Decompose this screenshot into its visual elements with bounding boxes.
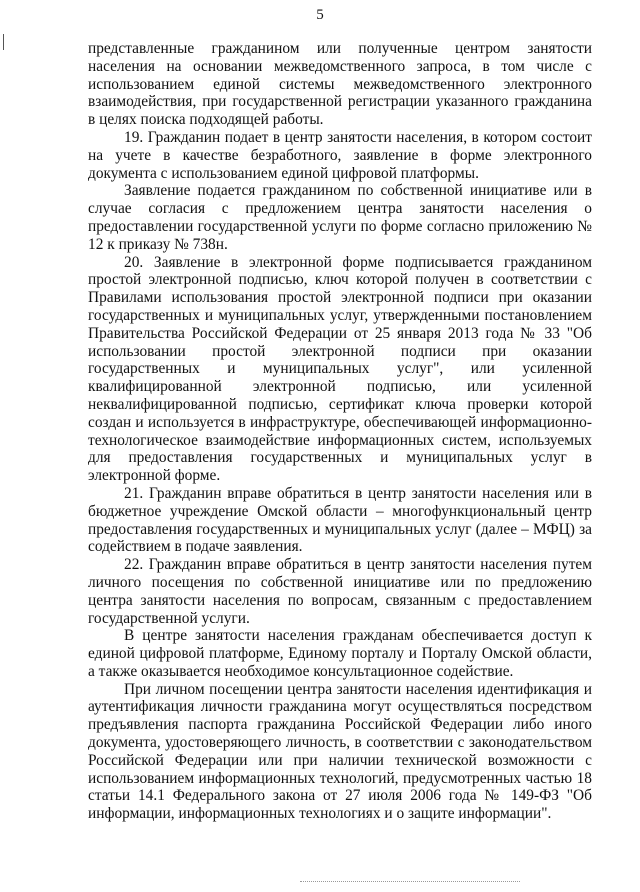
paragraph-item-22: 22. Гражданин вправе обратиться в центр занятости населения путем личного посещения по собственной инициативе или по предложению центра занятости населения по вопросам, связанным с предоставлением государственной услуги. <box>88 556 592 627</box>
paragraph-item-21: 21. Гражданин вправе обратиться в центр занятости населения или в бюджетное учреждение Омской области – многофункциональный центр предоставления государственных и муниципальных услуг (далее – МФЦ) за содействием в подаче заявления. <box>88 484 592 556</box>
paragraph-identification: При личном посещении центра занятости населения идентификация и аутентификация личности гражданина могут осуществляться посредством предъявления паспорта гражданина Российской Федерации либо иного документа, удостоверяющего личность, в соответствии с законодательством Российской Федерации или при наличии технической возможности с использованием информационных технологий, предусмотренных частью 18 статьи 14.1 Федерального закона от 27 июля 2006 года № 149-ФЗ "Об информации, информационных технологиях и о защите информации". <box>88 680 592 823</box>
scan-edge-mark <box>3 34 4 50</box>
page-number: 5 <box>316 7 324 23</box>
paragraph-application-submission: Заявление подается гражданином по собственной инициативе или в случае согласия с предложением центра занятости населения о предоставлении государственной услуги по форме согласно приложению № 12 к приказу № 738н. <box>88 182 592 253</box>
paragraph-access-platform: В центре занятости населения гражданам обеспечивается доступ к единой цифровой платформе, Единому порталу и Порталу Омской области, а также оказывается необходимое консультационное содействие. <box>88 627 592 680</box>
paragraph-continuation: представленные гражданином или полученные центром занятости населения на основании межведомственного запроса, в том числе с использованием единой системы межведомственного электронного взаимодействия, при государственной регистрации указанного гражданина в целях поиска подходящей работы. <box>88 40 592 129</box>
scan-bottom-artifact <box>300 878 520 882</box>
document-body <box>88 40 592 823</box>
paragraph-item-20: 20. Заявление в электронной форме подписывается гражданином простой электронной подписью, ключ которой получен в соответствии с Правилами использования простой электронной подписи при оказании государственных и муниципальных услуг, утвержденными постановлением Правительства Российской Федерации от 25 января 2013 года № 33 "Об использовании простой электронной подписи при оказании государственных и муниципальных услуг", или усиленной квалифицированной электронной подписью, или усиленной неквалифицированной подписью, сертификат ключа проверки которой создан и используется в инфраструктуре, обеспечивающей информационно-технологическое взаимодействие информационных систем, используемых для предоставления государственных и муниципальных услуг в электронной форме. <box>88 253 592 485</box>
paragraph-item-19: 19. Гражданин подает в центр занятости населения, в котором состоит на учете в качестве безработного, заявление в форме электронного документа с использованием единой цифровой платформы. <box>88 128 592 182</box>
